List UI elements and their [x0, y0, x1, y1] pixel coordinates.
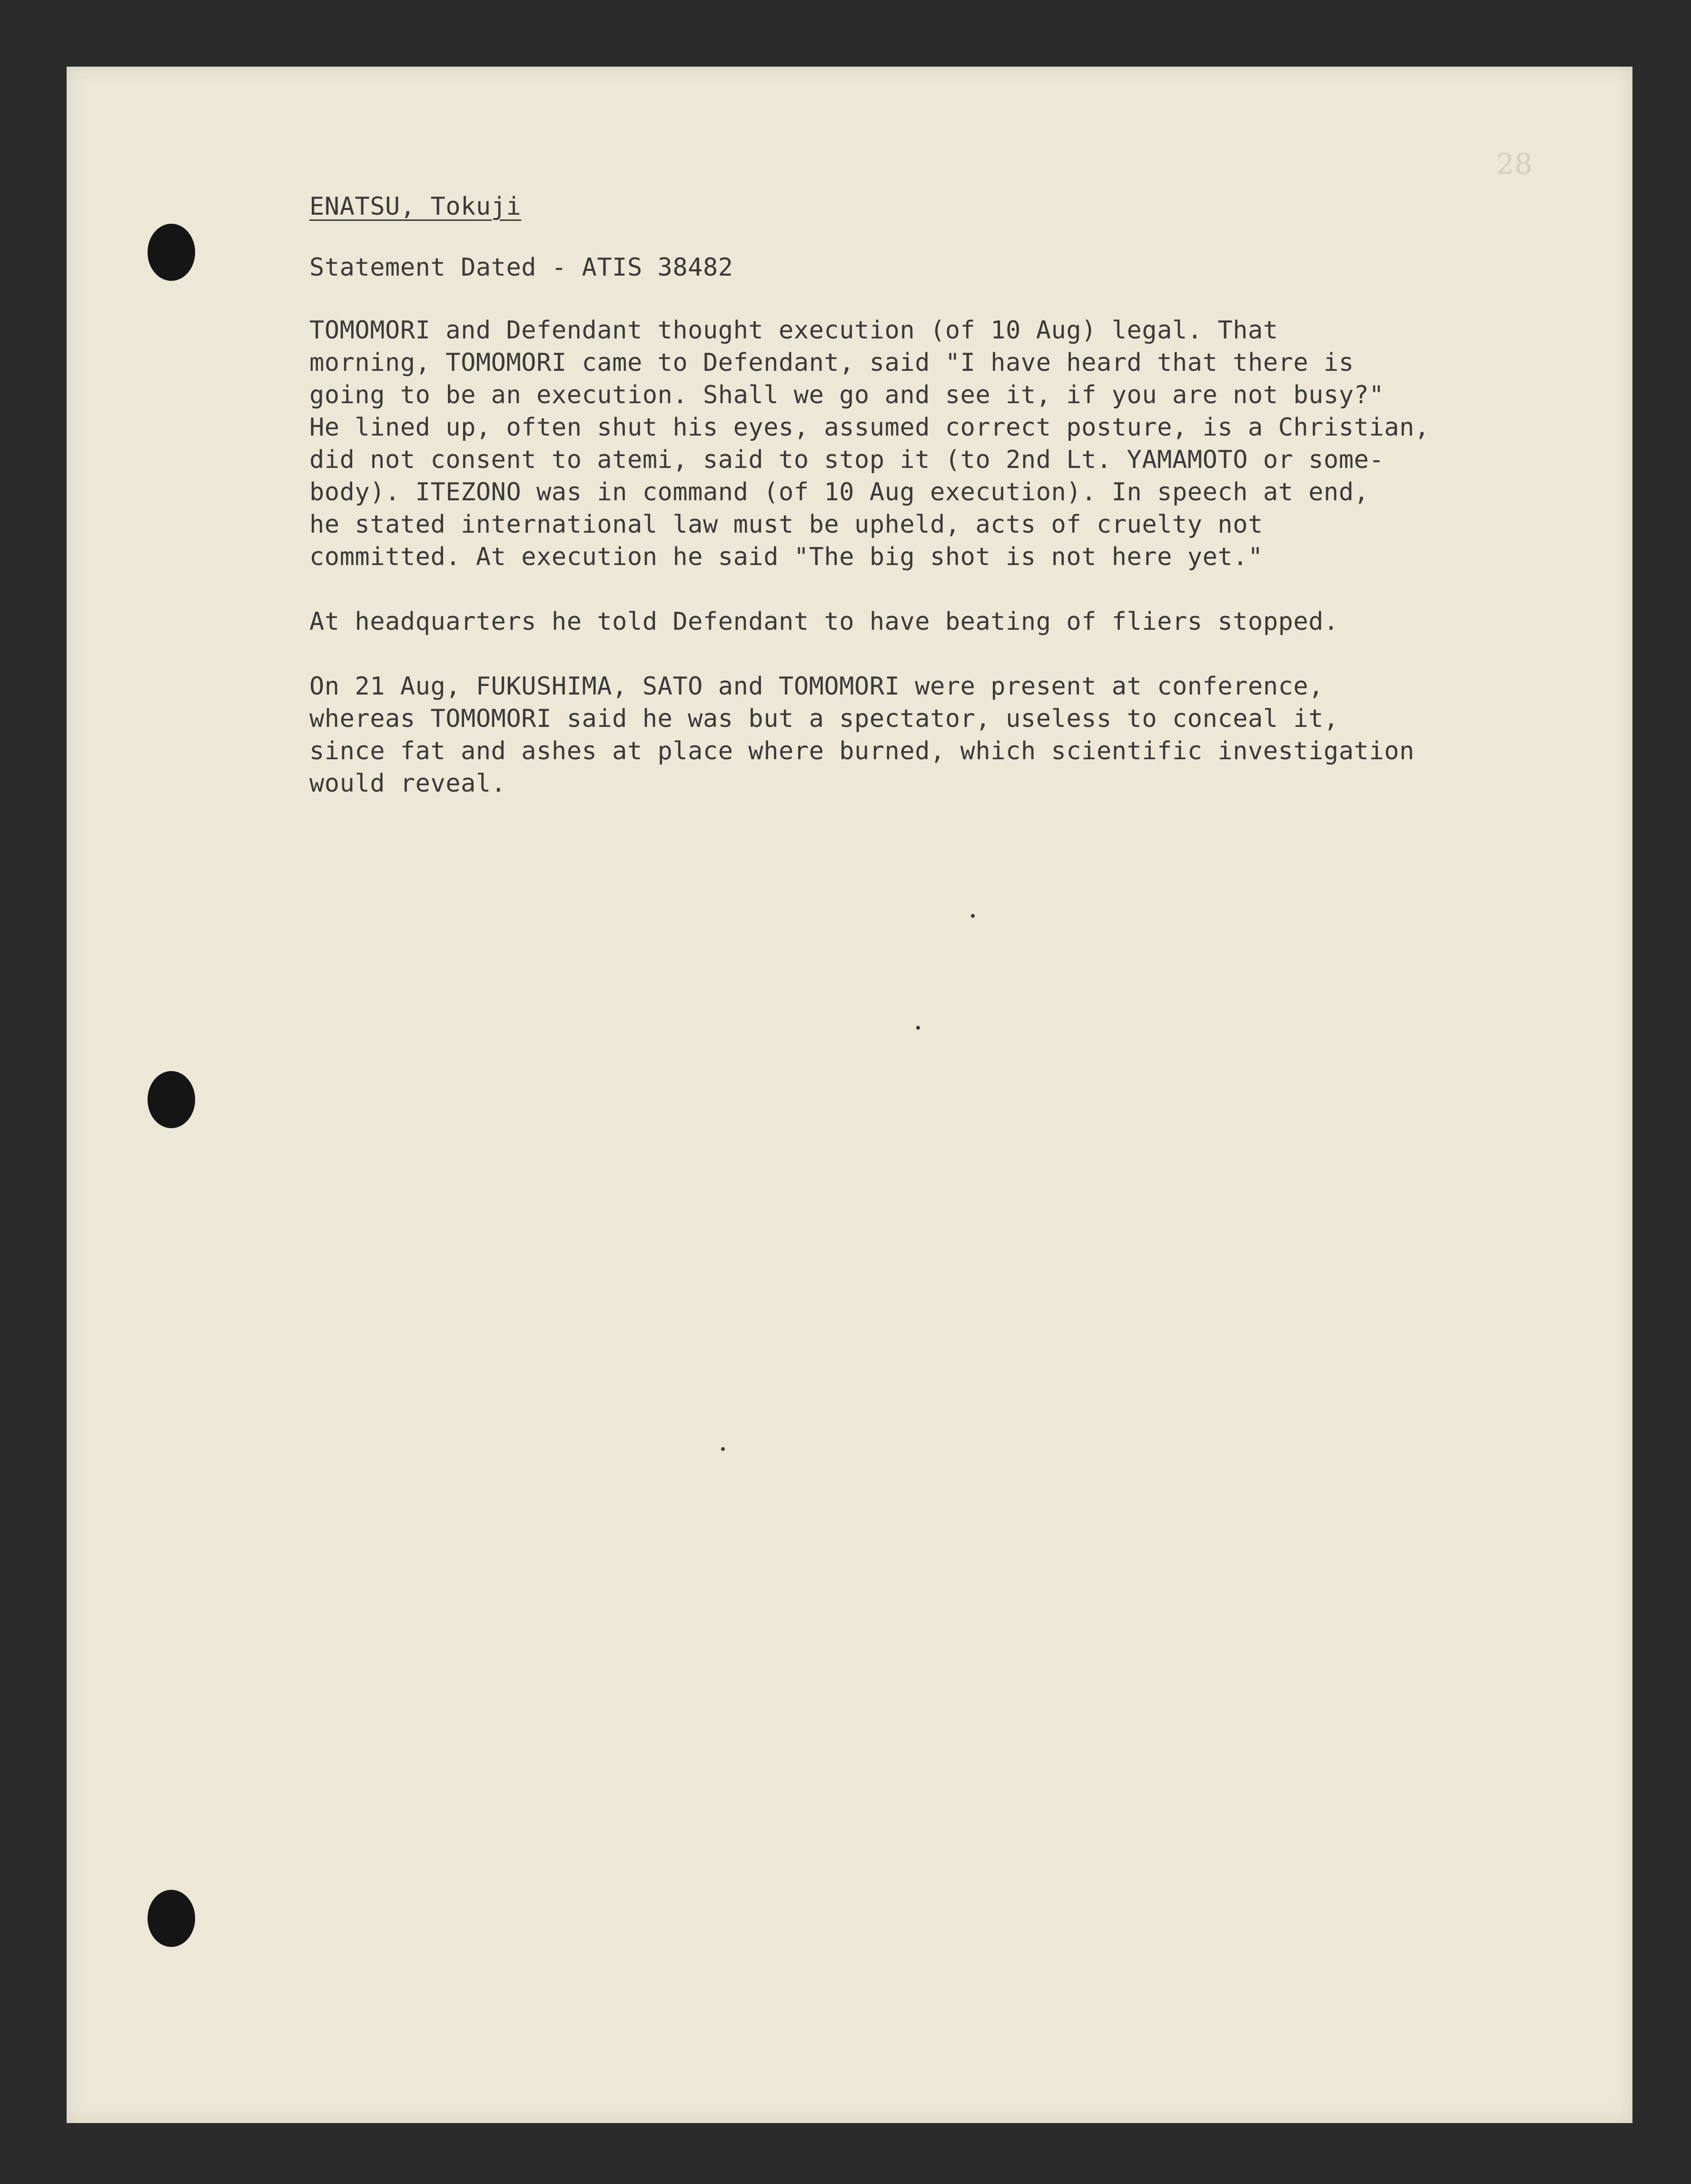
paragraph-1: TOMOMORI and Defendant thought execution (of 10 Aug) legal. That morning, TOMOMORI came to Defendant, said "I have heard that there is going to be an execution. Shall we go and see it, if you are not busy?" He lined up, often shut his eyes, assumed correct posture, is a Christian, did not consent to atemi, said to stop it (to 2nd Lt. YAMAMOTO or some- body). ITEZONO was in command (of 10 Aug execution). In speech at end, he stated international law must be upheld, acts of cruelty not committed. At execution he said "The big shot is not here yet." [309, 316, 1430, 571]
paragraph-3: On 21 Aug, FUKUSHIMA, SATO and TOMOMORI were present at conference, whereas TOMOMORI said he was but a spectator, useless to conceal it, since fat and ashes at place where burned, which scientific investigation would reveal. [309, 672, 1414, 798]
margin-note: 28 [1496, 148, 1533, 181]
document-body [309, 190, 1604, 832]
statement-reference: Statement Dated - ATIS 38482 [309, 253, 733, 282]
paper-speck [971, 914, 975, 918]
document-page [67, 67, 1632, 2123]
document-heading: ENATSU, Tokuji [309, 192, 522, 221]
punch-hole-middle [148, 1071, 195, 1128]
punch-hole-bottom [148, 1890, 195, 1947]
punch-hole-top [148, 224, 195, 281]
paper-speck [916, 1026, 920, 1030]
paragraph-2: At headquarters he told Defendant to have beating of fliers stopped. [309, 607, 1339, 636]
paper-speck [721, 1447, 725, 1451]
